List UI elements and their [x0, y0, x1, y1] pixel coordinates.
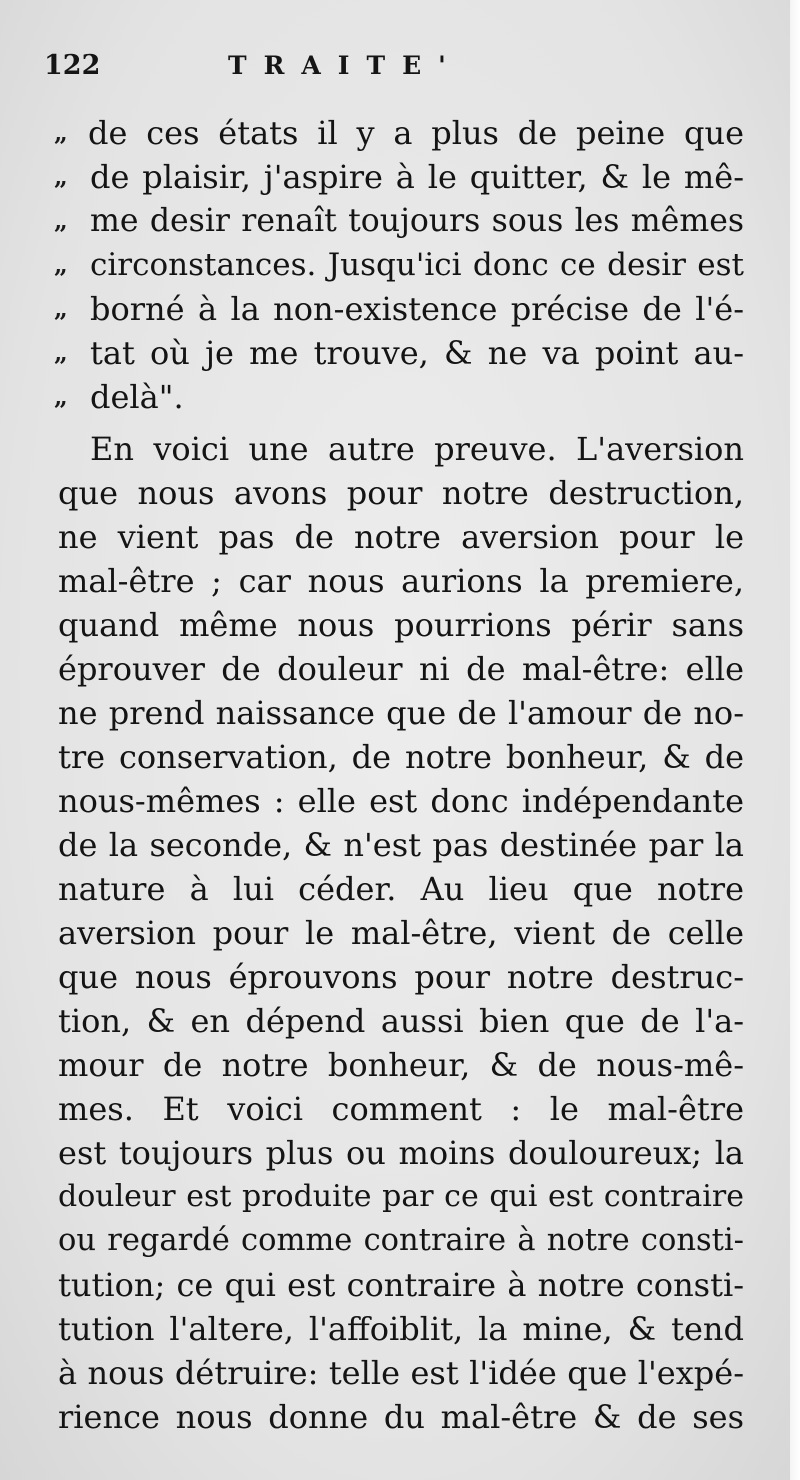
- body-line: [0, 1264, 800, 1308]
- body-line: [0, 516, 800, 560]
- body-line: [0, 1044, 800, 1088]
- quote-mark: „: [54, 294, 68, 323]
- body-line-text: rience nous donne du mal-être & de ses: [58, 1398, 744, 1436]
- page-number: 122: [44, 50, 101, 81]
- body-line: [0, 648, 800, 692]
- body-line: [0, 1352, 800, 1396]
- body-line-text: tution l'altere, l'affoiblit, la mine, & tend: [58, 1310, 744, 1348]
- body-line: [0, 824, 800, 868]
- quote-mark: „: [54, 382, 68, 411]
- body-line-text: douleur est produite par ce qui est contraire: [58, 1179, 744, 1214]
- quote-line: [0, 376, 800, 420]
- body-line-text: est toujours plus ou moins douloureux; la: [58, 1134, 744, 1172]
- running-head: TRAITE': [228, 51, 463, 80]
- quote-line: [0, 112, 800, 156]
- body-line: [0, 1132, 800, 1176]
- body-line-text: nous-mêmes : elle est donc indépendante: [58, 782, 744, 820]
- quote-line-text: delà".: [90, 378, 184, 416]
- body-line-text: de la seconde, & n'est pas destinée par la: [58, 826, 744, 864]
- quote-line-text: de ces états il y a plus de peine que: [88, 114, 744, 152]
- quote-line: [0, 200, 800, 244]
- body-line: [0, 1088, 800, 1132]
- body-line: [0, 472, 800, 516]
- body-line: [0, 1308, 800, 1352]
- body-line: [0, 560, 800, 604]
- body-line: [0, 692, 800, 736]
- body-line-text: tution; ce qui est contraire à notre consti-: [58, 1266, 744, 1304]
- body-line-text: quand même nous pourrions périr sans: [58, 606, 744, 644]
- body-line: [0, 736, 800, 780]
- body-line-text: En voici une autre preuve. L'aversion: [90, 430, 744, 468]
- quote-mark: „: [54, 206, 68, 235]
- body-line-text: ne vient pas de notre aversion pour le: [58, 518, 744, 556]
- quote-line-text: borné à la non-existence précise de l'é-: [90, 290, 744, 328]
- body-line: [0, 956, 800, 1000]
- quote-mark: „: [54, 162, 68, 191]
- body-line-text: tre conservation, de notre bonheur, & de: [58, 738, 744, 776]
- body-line: [0, 428, 800, 472]
- body-line: [0, 1220, 800, 1264]
- body-line-text: à nous détruire: telle est l'idée que l'expé-: [58, 1354, 744, 1392]
- body-line: [0, 780, 800, 824]
- body-line-text: ou regardé comme contraire à notre consti-: [58, 1223, 744, 1258]
- body-line-text: mal-être ; car nous aurions la premiere,: [58, 562, 744, 600]
- quote-line-text: me desir renaît toujours sous les mêmes: [90, 203, 744, 239]
- page-header: [0, 46, 800, 96]
- body-line: [0, 1176, 800, 1220]
- body-line: [0, 1000, 800, 1044]
- quote-line-text: tat où je me trouve, & ne va point au-: [90, 334, 744, 372]
- body-line-text: que nous éprouvons pour notre destruc-: [58, 958, 744, 996]
- quote-line: [0, 288, 800, 332]
- body-line-text: tion, & en dépend aussi bien que de l'a-: [58, 1002, 744, 1040]
- quote-line: [0, 332, 800, 376]
- body-line-text: que nous avons pour notre destruction,: [58, 474, 744, 512]
- quote-line-text: circonstances. Jusqu'ici donc ce desir est: [90, 247, 744, 283]
- body-line: [0, 1396, 800, 1440]
- body-line-text: mes. Et voici comment : le mal-être: [58, 1090, 744, 1128]
- body-line: [0, 604, 800, 648]
- quote-mark: „: [54, 118, 68, 147]
- body-line-text: éprouver de douleur ni de mal-être: elle: [58, 650, 744, 688]
- quote-line: [0, 156, 800, 200]
- body-line-text: ne prend naissance que de l'amour de no-: [58, 694, 744, 732]
- body-line: [0, 912, 800, 956]
- quote-line: [0, 244, 800, 288]
- quote-mark: „: [54, 250, 68, 279]
- body-line-text: aversion pour le mal-être, vient de celle: [58, 914, 744, 952]
- quote-line-text: de plaisir, j'aspire à le quitter, & le mê-: [90, 158, 744, 196]
- body-line-text: nature à lui céder. Au lieu que notre: [58, 870, 744, 908]
- body-line-text: mour de notre bonheur, & de nous-mê-: [58, 1046, 744, 1084]
- body-line: [0, 868, 800, 912]
- quote-mark: „: [54, 338, 68, 367]
